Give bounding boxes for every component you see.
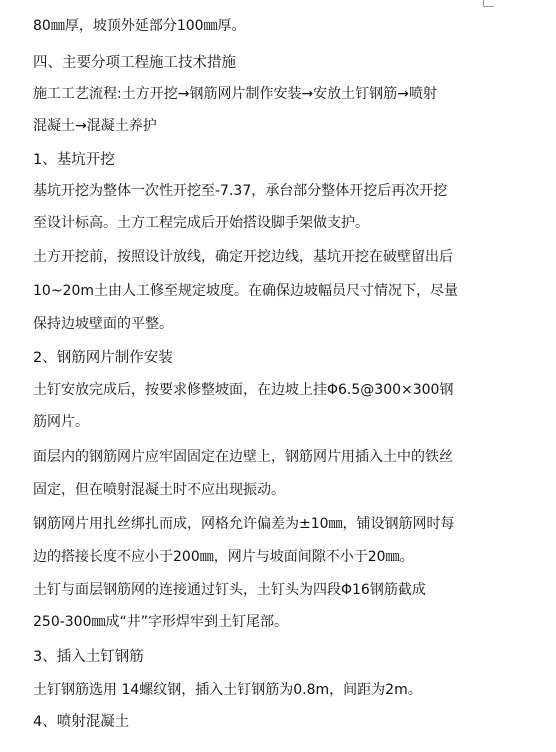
text-line: 基坑开挖为整体一次性开挖至-7.37，承台部分整体开挖后再次开挖: [33, 183, 448, 199]
text-line: 10~20m土由人工修至规定坡度。在确保边坡幅员尺寸情况下，尽量: [33, 283, 458, 299]
subsection-heading: 3、插入土钉钢筋: [33, 649, 144, 665]
subsection-heading: 1、基坑开挖: [33, 152, 115, 168]
text-line: 面层内的钢筋网片应牢固固定在边壁上，钢筋网片用插入土中的铁丝: [33, 449, 453, 465]
text-line: 施工工艺流程:土方开挖→钢筋网片制作安装→安放土钉钢筋→喷射: [33, 86, 437, 102]
text-line: 土钉钢筋选用 14螺纹钢，插入土钉钢筋为0.8m，间距为2m。: [33, 682, 422, 698]
text-line: 土钉与面层钢筋网的连接通过钉头，土钉头为四段Φ16钢筋截成: [33, 582, 426, 598]
text-line: 保持边坡壁面的平整。: [33, 316, 173, 332]
section-heading: 四、主要分项工程施工技术措施: [33, 55, 236, 71]
text-line: 边的搭接长度不应小于200㎜，网片与坡面间隙不小于20㎜。: [33, 549, 414, 565]
text-line: 筋网片。: [33, 414, 89, 430]
text-line: 土钉安放完成后，按要求修整坡面，在边坡上挂Φ6.5@300×300钢: [33, 382, 454, 398]
text-line: 混凝土→混凝土养护: [33, 118, 157, 134]
text-line: 固定，但在喷射混凝土时不应出现振动。: [33, 482, 285, 498]
text-line: 250-300㎜成“井”字形焊牢到土钉尾部。: [33, 614, 289, 630]
text-line: 钢筋网片用扎丝绑扎而成，网格允许偏差为±10㎜，铺设钢筋网时每: [33, 516, 455, 532]
subsection-heading: 4、喷射混凝土: [33, 714, 130, 730]
subsection-heading: 2、钢筋网片制作安装: [33, 350, 173, 366]
text-line: 80㎜厚，坡顶外延部分100㎜厚。: [33, 18, 246, 34]
page-corner-marker: [483, 0, 494, 7]
text-line: 至设计标高。土方工程完成后开始搭设脚手架做支护。: [33, 215, 369, 231]
text-line: 土方开挖前，按照设计放线，确定开挖边线，基坑开挖在破壁留出后: [33, 249, 453, 265]
